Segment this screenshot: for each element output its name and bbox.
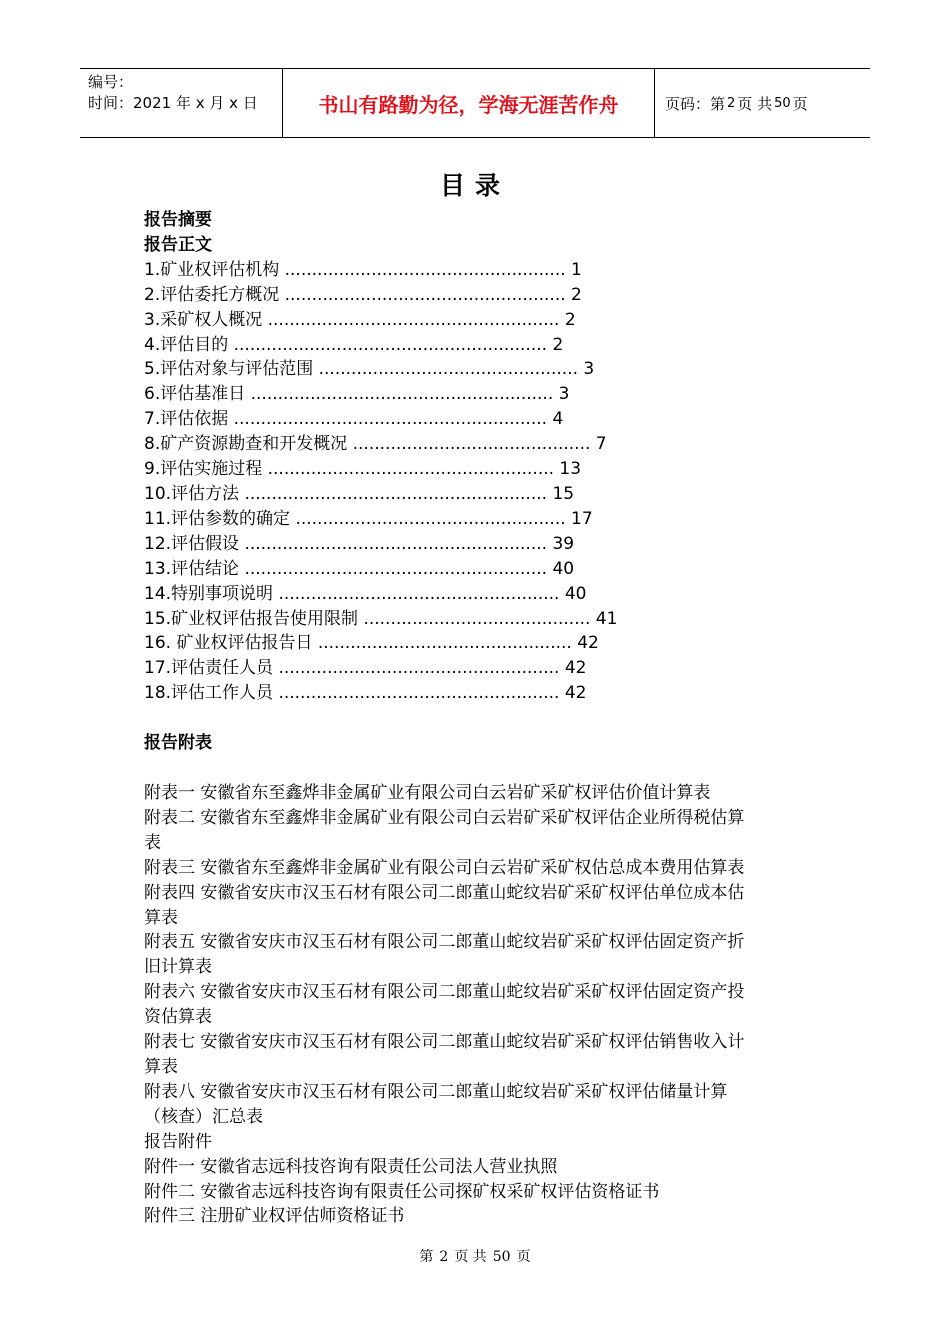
header-page-info — [655, 69, 870, 137]
appendix-heading: 报告附表 — [144, 733, 212, 754]
appendix-table-entry — [144, 1080, 804, 1130]
appendix-table-line: 旧计算表 — [144, 957, 212, 978]
footer-mid: 页 共 — [454, 1249, 487, 1265]
spacer — [144, 756, 804, 781]
attachment-entry: 附件三 注册矿业权评估师资格证书 — [144, 1206, 405, 1227]
appendix-table-line: 附表四 安徽省安庆市汉玉石材有限公司二郎董山蛇纹岩矿采矿权评估单位成本估 — [144, 882, 745, 903]
header-page-number: 2 — [727, 95, 736, 111]
toc-entry[interactable]: 11.评估参数的确定 .................................................. 17 — [144, 508, 593, 529]
toc-entry[interactable]: 17.评估责任人员 .................................................... 42 — [144, 658, 587, 679]
toc-entry[interactable]: 16. 矿业权评估报告日 ............................................... 42 — [144, 633, 599, 654]
header-page-total: 50 — [774, 95, 791, 111]
attachments-heading: 报告附件 — [144, 1131, 212, 1152]
header-page-label: 页码：第 — [665, 94, 726, 113]
page-header — [80, 68, 870, 138]
body-heading: 报告正文 — [144, 234, 212, 255]
toc-entry[interactable]: 10.评估方法 ........................................................ 15 — [144, 483, 575, 504]
document-date-label: 时间：2021 年 x 月 x 日 — [88, 94, 258, 112]
appendix-table-line: 表 — [144, 832, 161, 853]
appendix-table-line: （核查）汇总表 — [144, 1106, 263, 1127]
toc-entry[interactable]: 1.矿业权评估机构 .................................................... 1 — [144, 259, 582, 280]
toc-entry[interactable]: 3.采矿权人概况 ...................................................... 2 — [144, 309, 576, 330]
page-footer — [0, 1246, 950, 1266]
appendix-table-line: 资估算表 — [144, 1007, 212, 1028]
appendix-table-line: 算表 — [144, 1057, 178, 1077]
appendix-table-entry — [144, 806, 804, 856]
appendix-table-entry — [144, 930, 804, 980]
appendix-table-entry — [144, 980, 804, 1030]
page-title: 目录 — [439, 171, 510, 200]
footer-page: 2 — [439, 1249, 449, 1265]
appendix-list — [144, 781, 804, 1130]
footer-post: 页 — [516, 1249, 531, 1265]
toc-entry[interactable]: 8.矿产资源勘查和开发概况 ............................................ 7 — [144, 434, 607, 455]
appendix-table-entry — [144, 1030, 804, 1080]
toc-list — [144, 258, 804, 706]
toc-entry[interactable]: 4.评估目的 .......................................................... 2 — [144, 334, 564, 355]
appendix-table-entry — [144, 856, 804, 881]
toc-entry[interactable]: 14.特别事项说明 .................................................... 40 — [144, 583, 587, 604]
appendix-table-line: 附表二 安徽省东至鑫烨非金属矿业有限公司白云岩矿采矿权评估企业所得税估算 — [144, 807, 745, 828]
header-meta — [80, 69, 282, 137]
toc-entry[interactable]: 9.评估实施过程 ..................................................... 13 — [144, 459, 582, 480]
header-page-end: 页 — [792, 94, 808, 113]
appendix-table-entry — [144, 781, 804, 806]
toc-entry[interactable]: 7.评估依据 .......................................................... 4 — [144, 409, 564, 430]
attachment-list — [144, 1155, 804, 1230]
appendix-table-entry — [144, 881, 804, 931]
footer-total: 50 — [492, 1249, 511, 1265]
spacer — [144, 706, 804, 731]
header-motto: 书山有路勤为径，学海无涯苦作舟 — [282, 69, 655, 137]
appendix-table-line: 算表 — [144, 907, 178, 928]
appendix-table-line: 附表七 安徽省安庆市汉玉石材有限公司二郎董山蛇纹岩矿采矿权评估销售收入计 — [144, 1032, 745, 1053]
toc-entry[interactable]: 5.评估对象与评估范围 ................................................ 3 — [144, 359, 595, 380]
toc-entry[interactable]: 15.矿业权评估报告使用限制 .......................................... 41 — [144, 608, 618, 629]
appendix-table-line: 附表三 安徽省东至鑫烨非金属矿业有限公司白云岩矿采矿权估总成本费用估算表 — [144, 857, 745, 878]
appendix-table-line: 附表五 安徽省安庆市汉玉石材有限公司二郎董山蛇纹岩矿采矿权评估固定资产折 — [144, 932, 745, 953]
attachment-entry: 附件一 安徽省志远科技咨询有限责任公司法人营业执照 — [144, 1156, 558, 1177]
appendix-table-line: 附表六 安徽省安庆市汉玉石材有限公司二郎董山蛇纹岩矿采矿权评估固定资产投 — [144, 982, 745, 1003]
summary-heading: 报告摘要 — [144, 210, 212, 230]
toc-entry[interactable]: 18.评估工作人员 .................................................... 42 — [144, 683, 587, 704]
appendix-table-line: 附表八 安徽省安庆市汉玉石材有限公司二郎董山蛇纹岩矿采矿权评估储量计算 — [144, 1081, 728, 1102]
toc-content — [144, 208, 804, 1229]
document-number-label: 编号： — [88, 73, 134, 91]
attachment-entry: 附件二 安徽省志远科技咨询有限责任公司探矿权采矿权评估资格证书 — [144, 1181, 660, 1202]
appendix-table-line: 附表一 安徽省东至鑫烨非金属矿业有限公司白云岩矿采矿权评估价值计算表 — [144, 783, 711, 804]
toc-entry[interactable]: 12.评估假设 ........................................................ 39 — [144, 533, 575, 554]
toc-entry[interactable]: 6.评估基准日 ........................................................ 3 — [144, 384, 570, 405]
toc-entry[interactable]: 13.评估结论 ........................................................ 40 — [144, 558, 575, 579]
footer-pre: 第 — [419, 1249, 434, 1265]
toc-entry[interactable]: 2.评估委托方概况 .................................................... 2 — [144, 284, 582, 305]
header-page-mid: 页 共 — [737, 94, 773, 113]
